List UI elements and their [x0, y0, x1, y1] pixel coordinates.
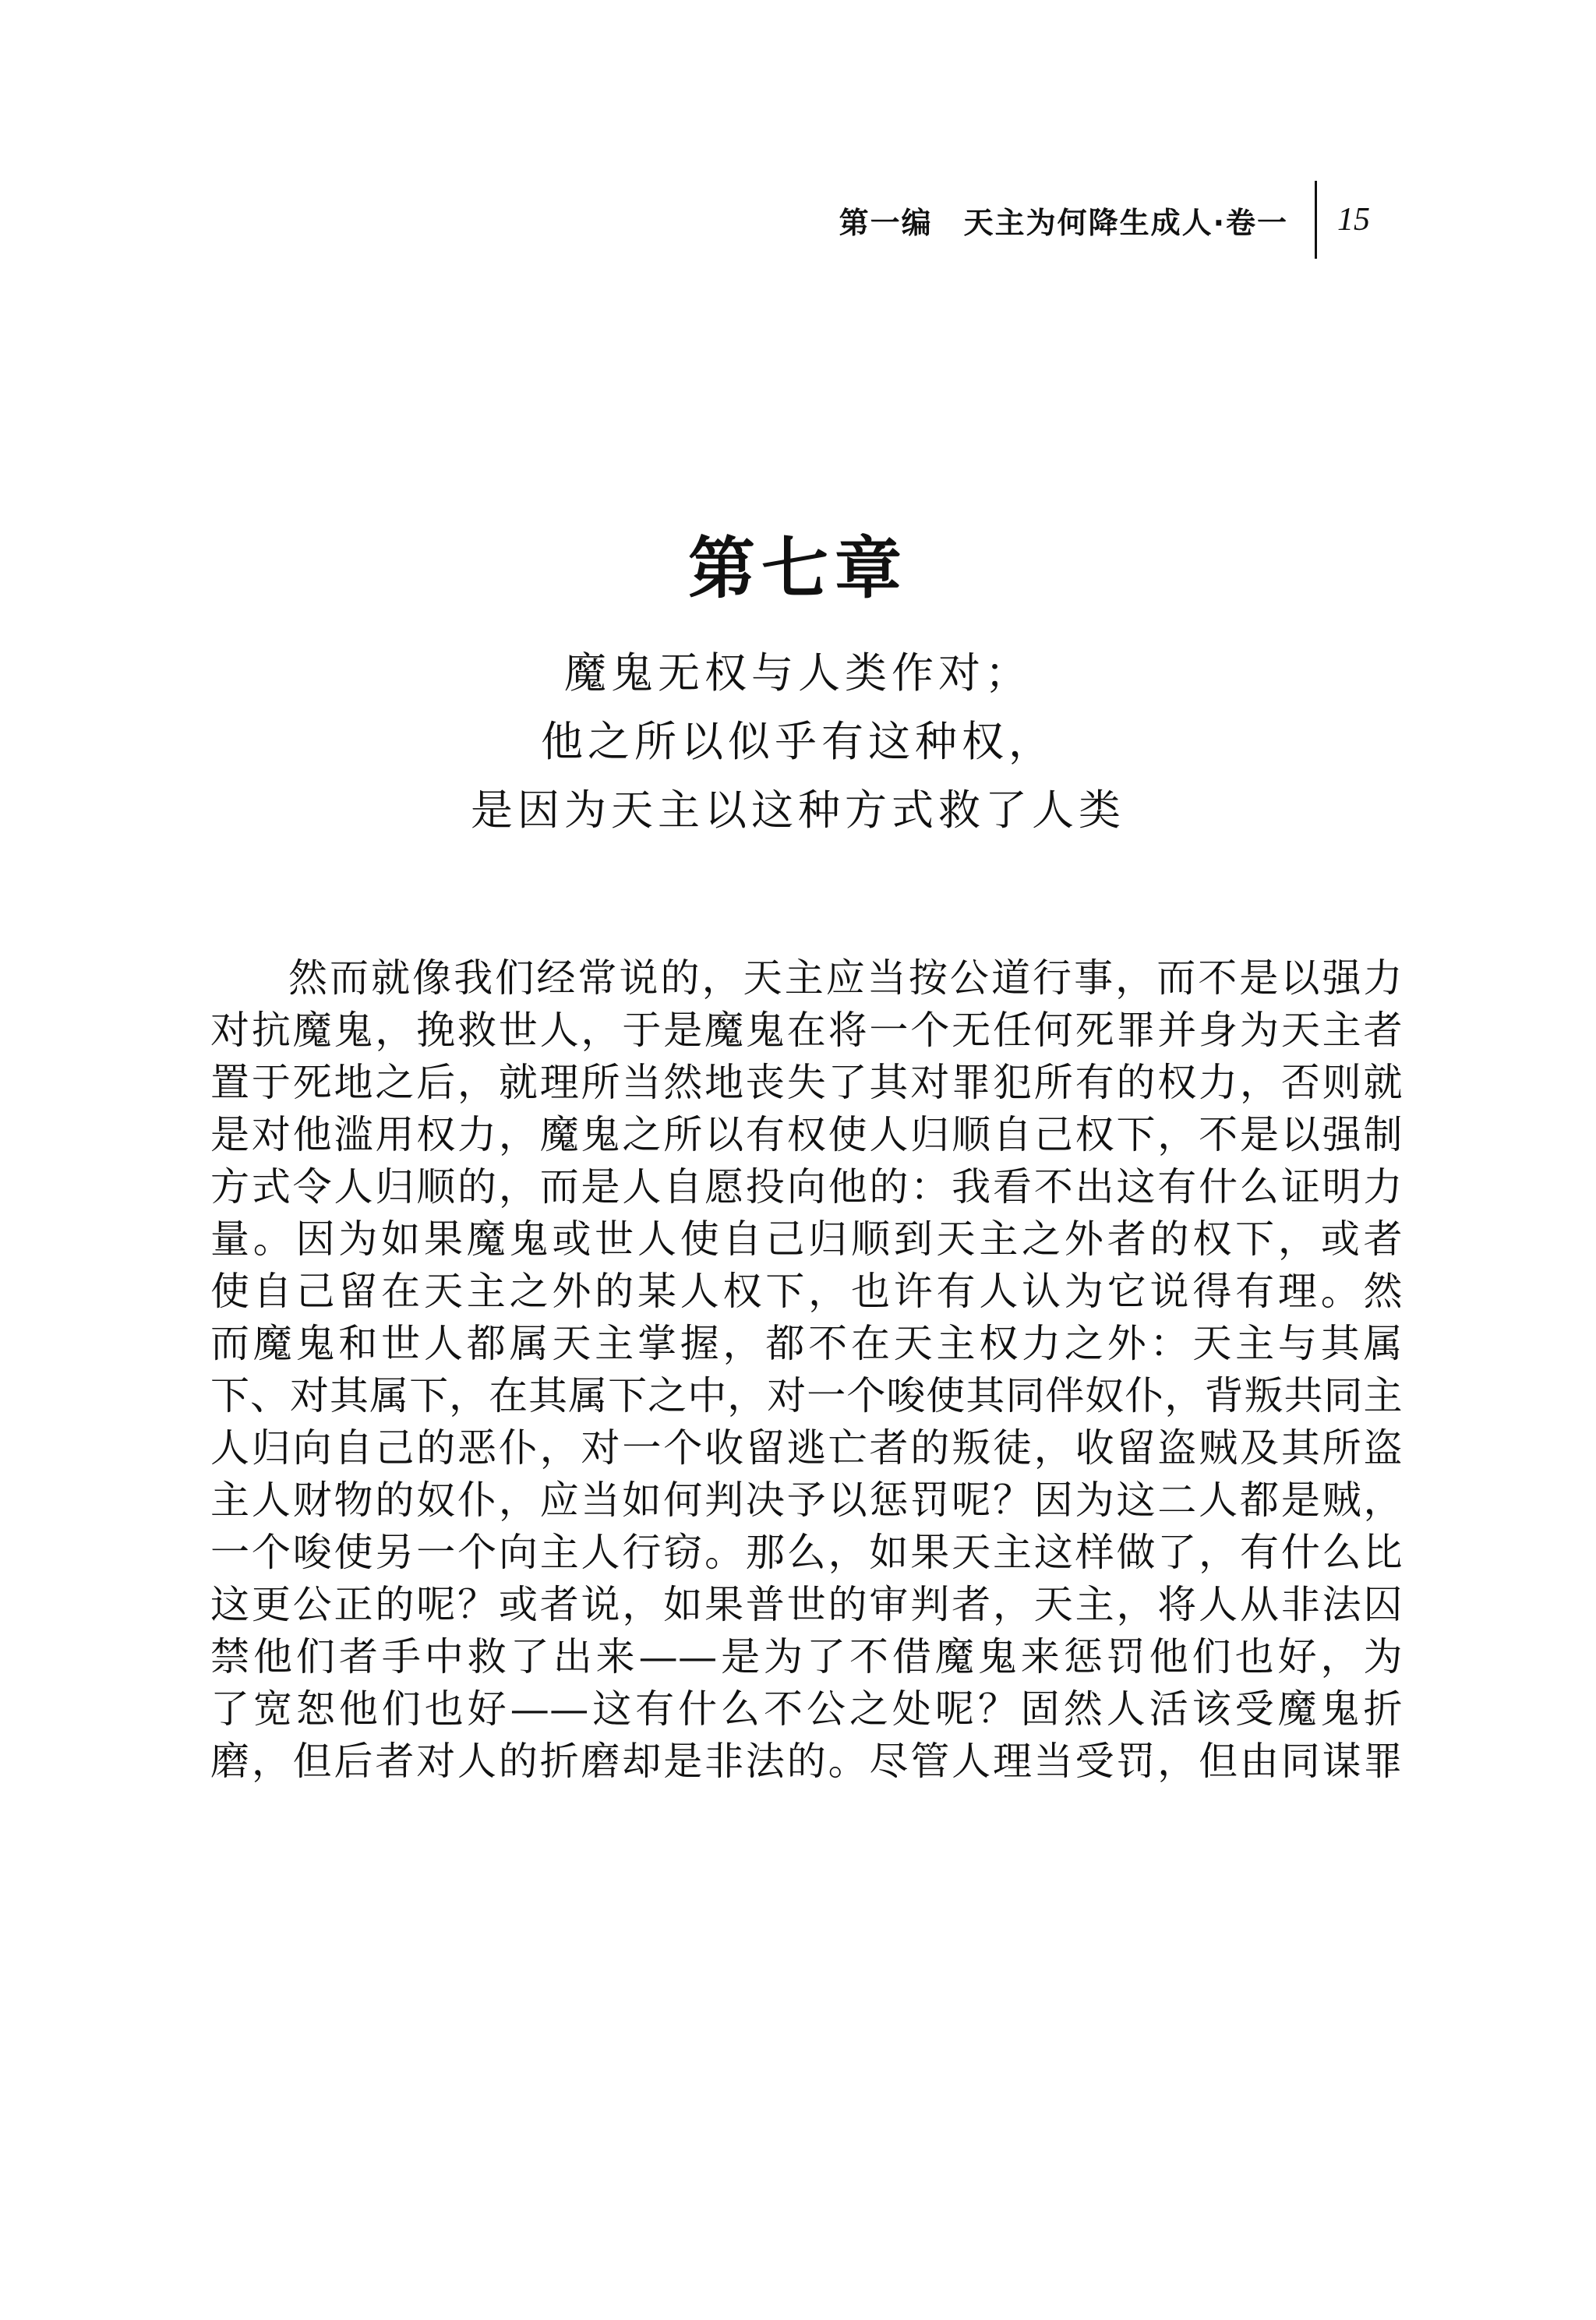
body-line: 方式令人归顺的，而是人自愿投向他的：我看不出这有什么证明力	[210, 1164, 1403, 1209]
body-line: 禁他们者手中救了出来——是为了不借魔鬼来惩罚他们也好，为	[210, 1634, 1403, 1679]
body-line: 使自己留在天主之外的某人权下，也许有人认为它说得有理。然	[210, 1269, 1403, 1314]
body-line: 对抗魔鬼，挽救世人，于是魔鬼在将一个无任何死罪并身为天主者	[210, 1008, 1403, 1053]
body-line: 磨，但后者对人的折磨却是非法的。尽管人理当受罚，但由同谋罪	[210, 1739, 1403, 1784]
body-line: 了宽恕他们也好——这有什么不公之处呢？固然人活该受魔鬼折	[210, 1686, 1403, 1732]
chapter-subtitle	[0, 639, 1596, 845]
body-line: 人归向自己的恶仆，对一个收留逃亡者的叛徒，收留盗贼及其所盗	[210, 1425, 1403, 1471]
body-line: 置于死地之后，就理所当然地丧失了其对罪犯所有的权力，否则就	[210, 1060, 1403, 1105]
body-paragraph	[210, 952, 1403, 1788]
body-line: 然而就像我们经常说的，天主应当按公道行事，而不是以强力	[288, 955, 1403, 1001]
body-line: 量。因为如果魔鬼或世人使自己归顺到天主之外者的权下，或者	[210, 1216, 1403, 1262]
body-line: 一个唆使另一个向主人行窃。那么，如果天主这样做了，有什么比	[210, 1530, 1403, 1575]
body-line: 是对他滥用权力，魔鬼之所以有权使人归顺自己权下，不是以强制	[210, 1112, 1403, 1157]
page-number: 15	[1337, 202, 1370, 238]
chapter-subtitle-line: 他之所以似乎有这种权，	[541, 717, 1055, 766]
chapter-subtitle-line: 是因为天主以这种方式救了人类	[471, 786, 1125, 835]
chapter-subtitle-line: 魔鬼无权与人类作对；	[564, 648, 1032, 697]
header-divider	[1315, 181, 1317, 259]
body-line: 这更公正的呢？或者说，如果普世的审判者，天主，将人从非法囚	[210, 1582, 1403, 1627]
body-line: 下、对其属下，在其属下之中，对一个唆使其同伴奴仆，背叛共同主	[210, 1373, 1403, 1418]
body-line: 而魔鬼和世人都属天主掌握，都不在天主权力之外：天主与其属	[210, 1321, 1403, 1366]
chapter-number: 第七章	[688, 530, 908, 608]
running-header-title: 第一编 天主为何降生成人·卷一	[839, 205, 1288, 240]
body-line: 主人财物的奴仆，应当如何判决予以惩罚呢？因为这二人都是贼，	[210, 1478, 1403, 1523]
running-header	[839, 181, 1370, 259]
